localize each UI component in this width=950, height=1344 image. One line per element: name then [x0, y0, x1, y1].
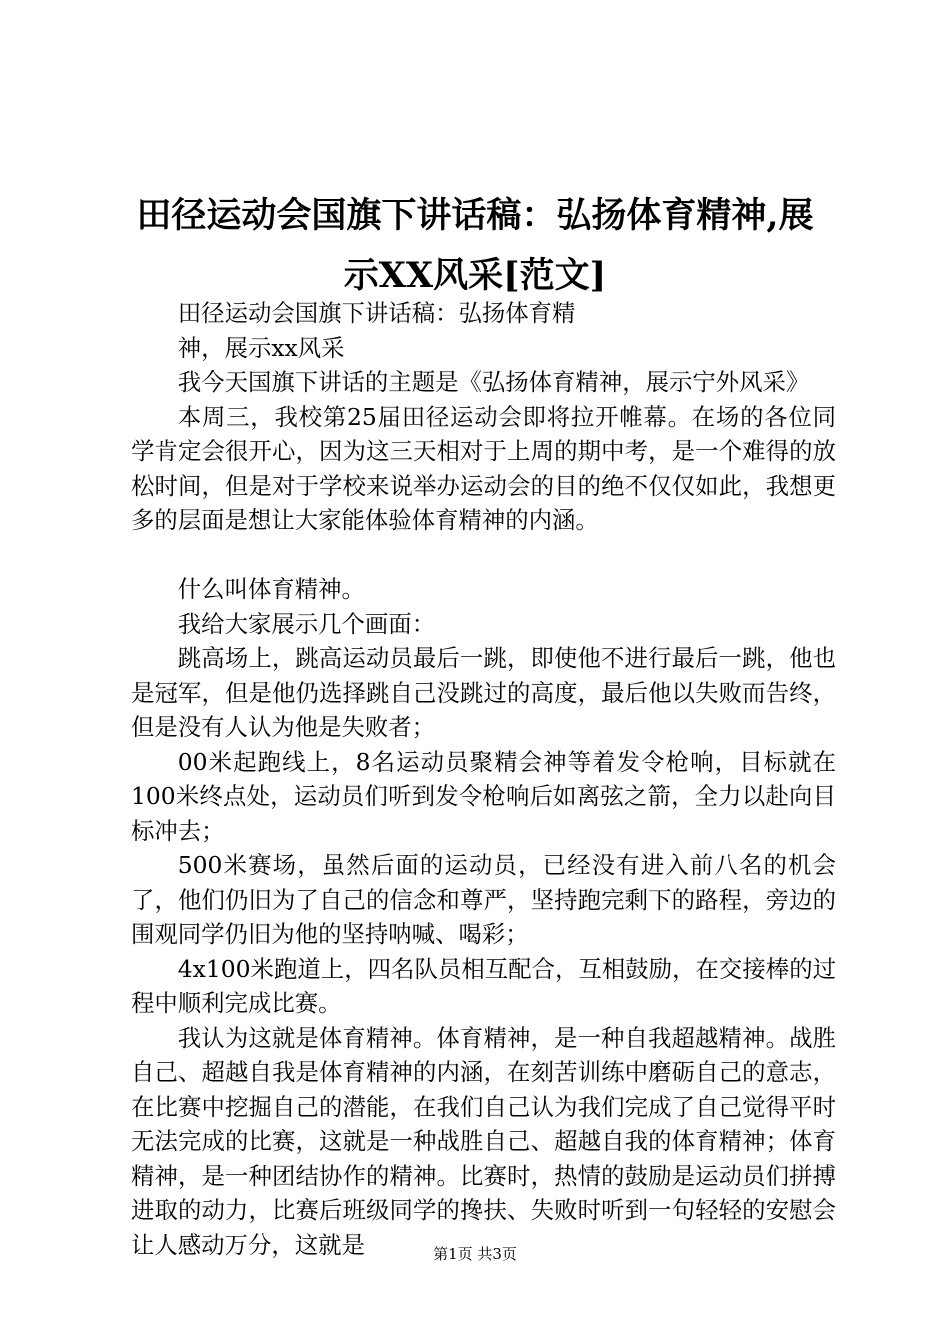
- paragraph: 我认为这就是体育精神。体育精神，是一种自我超越精神。战胜自己、超越自我是体育精神的内涵，在刻苦训练中磨砺自己的意志，在比赛中挖掘自己的潜能，在我们自己认为我们完成了自己觉得平时无法完成的比赛，这就是一种战胜自己、超越自我的体育精神；体育精神，是一种团结协作的精神。比赛时，热情的鼓励是运动员们拼搏进取的动力，比赛后班级同学的搀扶、失败时听到一句轻轻的安慰会让人感动万分，这就是: [131, 1023, 836, 1259]
- paragraph: 500米赛场，虽然后面的运动员，已经没有进入前八名的机会了，他们仍旧为了自己的信念和尊严，坚持跑完剩下的路程，旁边的围观同学仍旧为他的坚持呐喊、喝彩；: [131, 851, 836, 948]
- blank-line: [131, 538, 836, 573]
- paragraph: 00米起跑线上，8名运动员聚精会神等着发令枪响，目标就在100米终点处，运动员们听到发令枪响后如离弦之箭，全力以赴向目标冲去；: [131, 747, 836, 845]
- document-body: [131, 296, 836, 1262]
- paragraph: 跳高场上，跳高运动员最后一跳，即使他不进行最后一跳，他也是冠军，但是他仍选择跳自己没跳过的高度，最后他以失败而告终，但是没有人认为他是失败者；: [131, 644, 836, 741]
- title-line-1: 田径运动会国旗下讲话稿：弘扬体育精神,展: [136, 195, 814, 236]
- paragraph: 什么叫体育精神。: [177, 575, 365, 603]
- paragraph: 我给大家展示几个画面：: [177, 609, 436, 638]
- paragraph: 田径运动会国旗下讲话稿：弘扬体育精: [177, 299, 576, 327]
- paragraph: 我今天国旗下讲话的主题是《弘扬体育精神，展示宁外风采》: [177, 368, 810, 396]
- document-title: [120, 186, 830, 306]
- paragraph: 神，展示xx风采: [177, 333, 345, 362]
- page-footer: 第1页 共3页: [433, 1245, 517, 1263]
- paragraph: 4x100米跑道上，四名队员相互配合，互相鼓励，在交接棒的过程中顺利完成比赛。: [131, 954, 836, 1017]
- title-line-2: 示XX风采[范文]: [343, 255, 607, 296]
- paragraph: 本周三，我校第25届田径运动会即将拉开帷幕。在场的各位同学肯定会很开心，因为这三天相对于上周的期中考，是一个难得的放松时间，但是对于学校来说举办运动会的目的绝不仅仅如此，我想更多的层面是想让大家能体验体育精神的内涵。: [131, 402, 836, 534]
